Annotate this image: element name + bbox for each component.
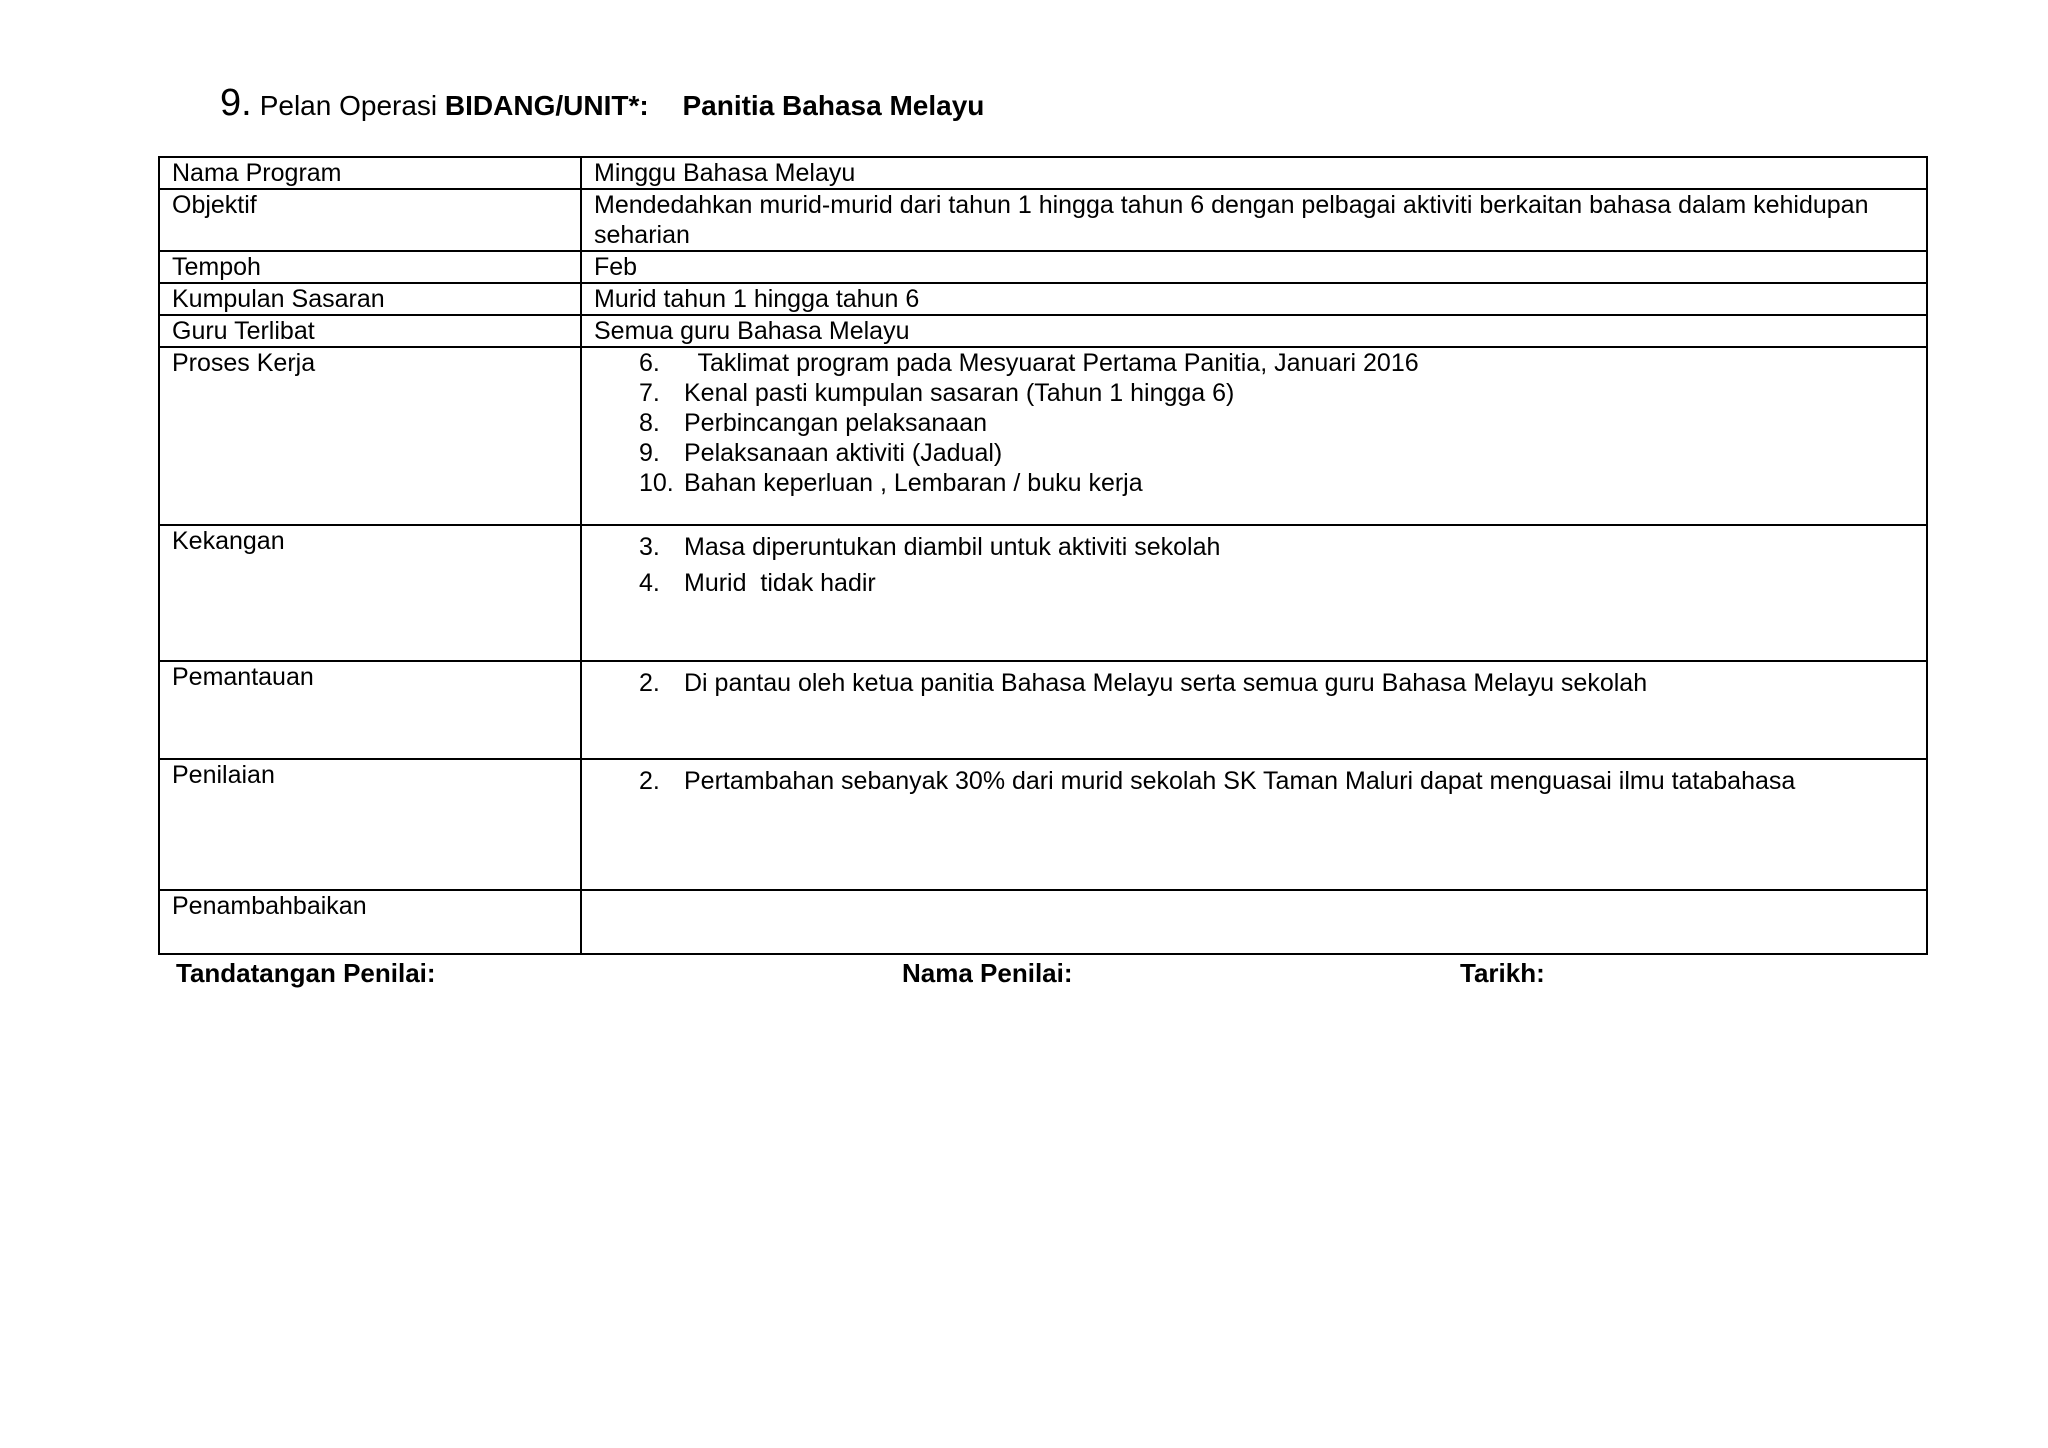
table-row [159,661,1927,759]
penilaian-list [594,766,1914,796]
item-number: 7. [639,379,660,407]
row-value: Mendedahkan murid-murid dari tahun 1 hingga tahun 6 dengan pelbagai aktiviti berkaitan bahasa dalam kehidupan seharian [581,189,1927,251]
item-text: Pertambahan sebanyak 30% dari murid sekolah SK Taman Maluri dapat menguasai ilmu tatabahasa [684,767,1796,795]
pemantauan-list [594,668,1914,698]
list-item [594,438,1914,468]
heading-bold-label: BIDANG/UNIT*: [444,90,649,121]
list-item [594,668,1914,698]
row-label: Kekangan [159,525,581,661]
assessor-name-label: Nama Penilai: [902,958,1073,988]
list-item [594,568,1914,598]
proses-kerja-list [594,348,1914,498]
list-item [594,348,1914,378]
table-row [159,759,1927,890]
list-item [594,408,1914,438]
row-label: Kumpulan Sasaran [159,283,581,315]
item-text: Bahan keperluan , Lembaran / buku kerja [684,469,1143,497]
page-heading [220,82,984,125]
row-label: Penambahbaikan [159,890,581,954]
row-value [581,890,1927,954]
item-text: Masa diperuntukan diambil untuk aktiviti sekolah [684,533,1221,561]
operation-plan-table [158,156,1928,955]
item-text: Perbincangan pelaksanaan [684,409,988,437]
unit-name: Panitia Bahasa Melayu [682,90,985,121]
list-item [594,766,1914,796]
table-row [159,315,1927,347]
item-number: 6. [639,349,660,377]
row-value [581,525,1927,661]
item-number: 9. [639,439,660,467]
item-text: Di pantau oleh ketua panitia Bahasa Melayu serta semua guru Bahasa Melayu sekolah [684,669,1648,697]
row-value: Murid tahun 1 hingga tahun 6 [581,283,1927,315]
table-row [159,157,1927,189]
item-number: 4. [639,569,660,597]
row-value [581,661,1927,759]
row-label: Proses Kerja [159,347,581,525]
row-value: Minggu Bahasa Melayu [581,157,1927,189]
item-number: 8. [639,409,660,437]
row-value: Semua guru Bahasa Melayu [581,315,1927,347]
item-number: 10. [639,469,674,497]
item-number: 2. [639,767,660,795]
row-label: Guru Terlibat [159,315,581,347]
item-number: 3. [639,533,660,561]
row-value [581,347,1927,525]
table-row [159,890,1927,954]
row-label: Penilaian [159,759,581,890]
kekangan-list [594,532,1914,598]
list-item [594,468,1914,498]
list-item [594,378,1914,408]
row-value: Feb [581,251,1927,283]
heading-prefix: Pelan Operasi [259,90,438,121]
table-row [159,283,1927,315]
row-label: Objektif [159,189,581,251]
date-label: Tarikh: [1460,958,1545,988]
table-row [159,347,1927,525]
row-label: Pemantauan [159,661,581,759]
item-text: Pelaksanaan aktiviti (Jadual) [684,439,1003,467]
section-number: 9. [220,82,252,124]
signature-label: Tandatangan Penilai: [176,958,436,988]
table-row [159,251,1927,283]
row-label: Tempoh [159,251,581,283]
item-text: Murid tidak hadir [684,569,876,597]
row-label: Nama Program [159,157,581,189]
table-row [159,525,1927,661]
list-item [594,532,1914,562]
row-value [581,759,1927,890]
item-text: Taklimat program pada Mesyuarat Pertama Panitia, Januari 2016 [684,349,1419,377]
item-number: 2. [639,669,660,697]
table-row [159,189,1927,251]
item-text: Kenal pasti kumpulan sasaran (Tahun 1 hingga 6) [684,379,1235,407]
